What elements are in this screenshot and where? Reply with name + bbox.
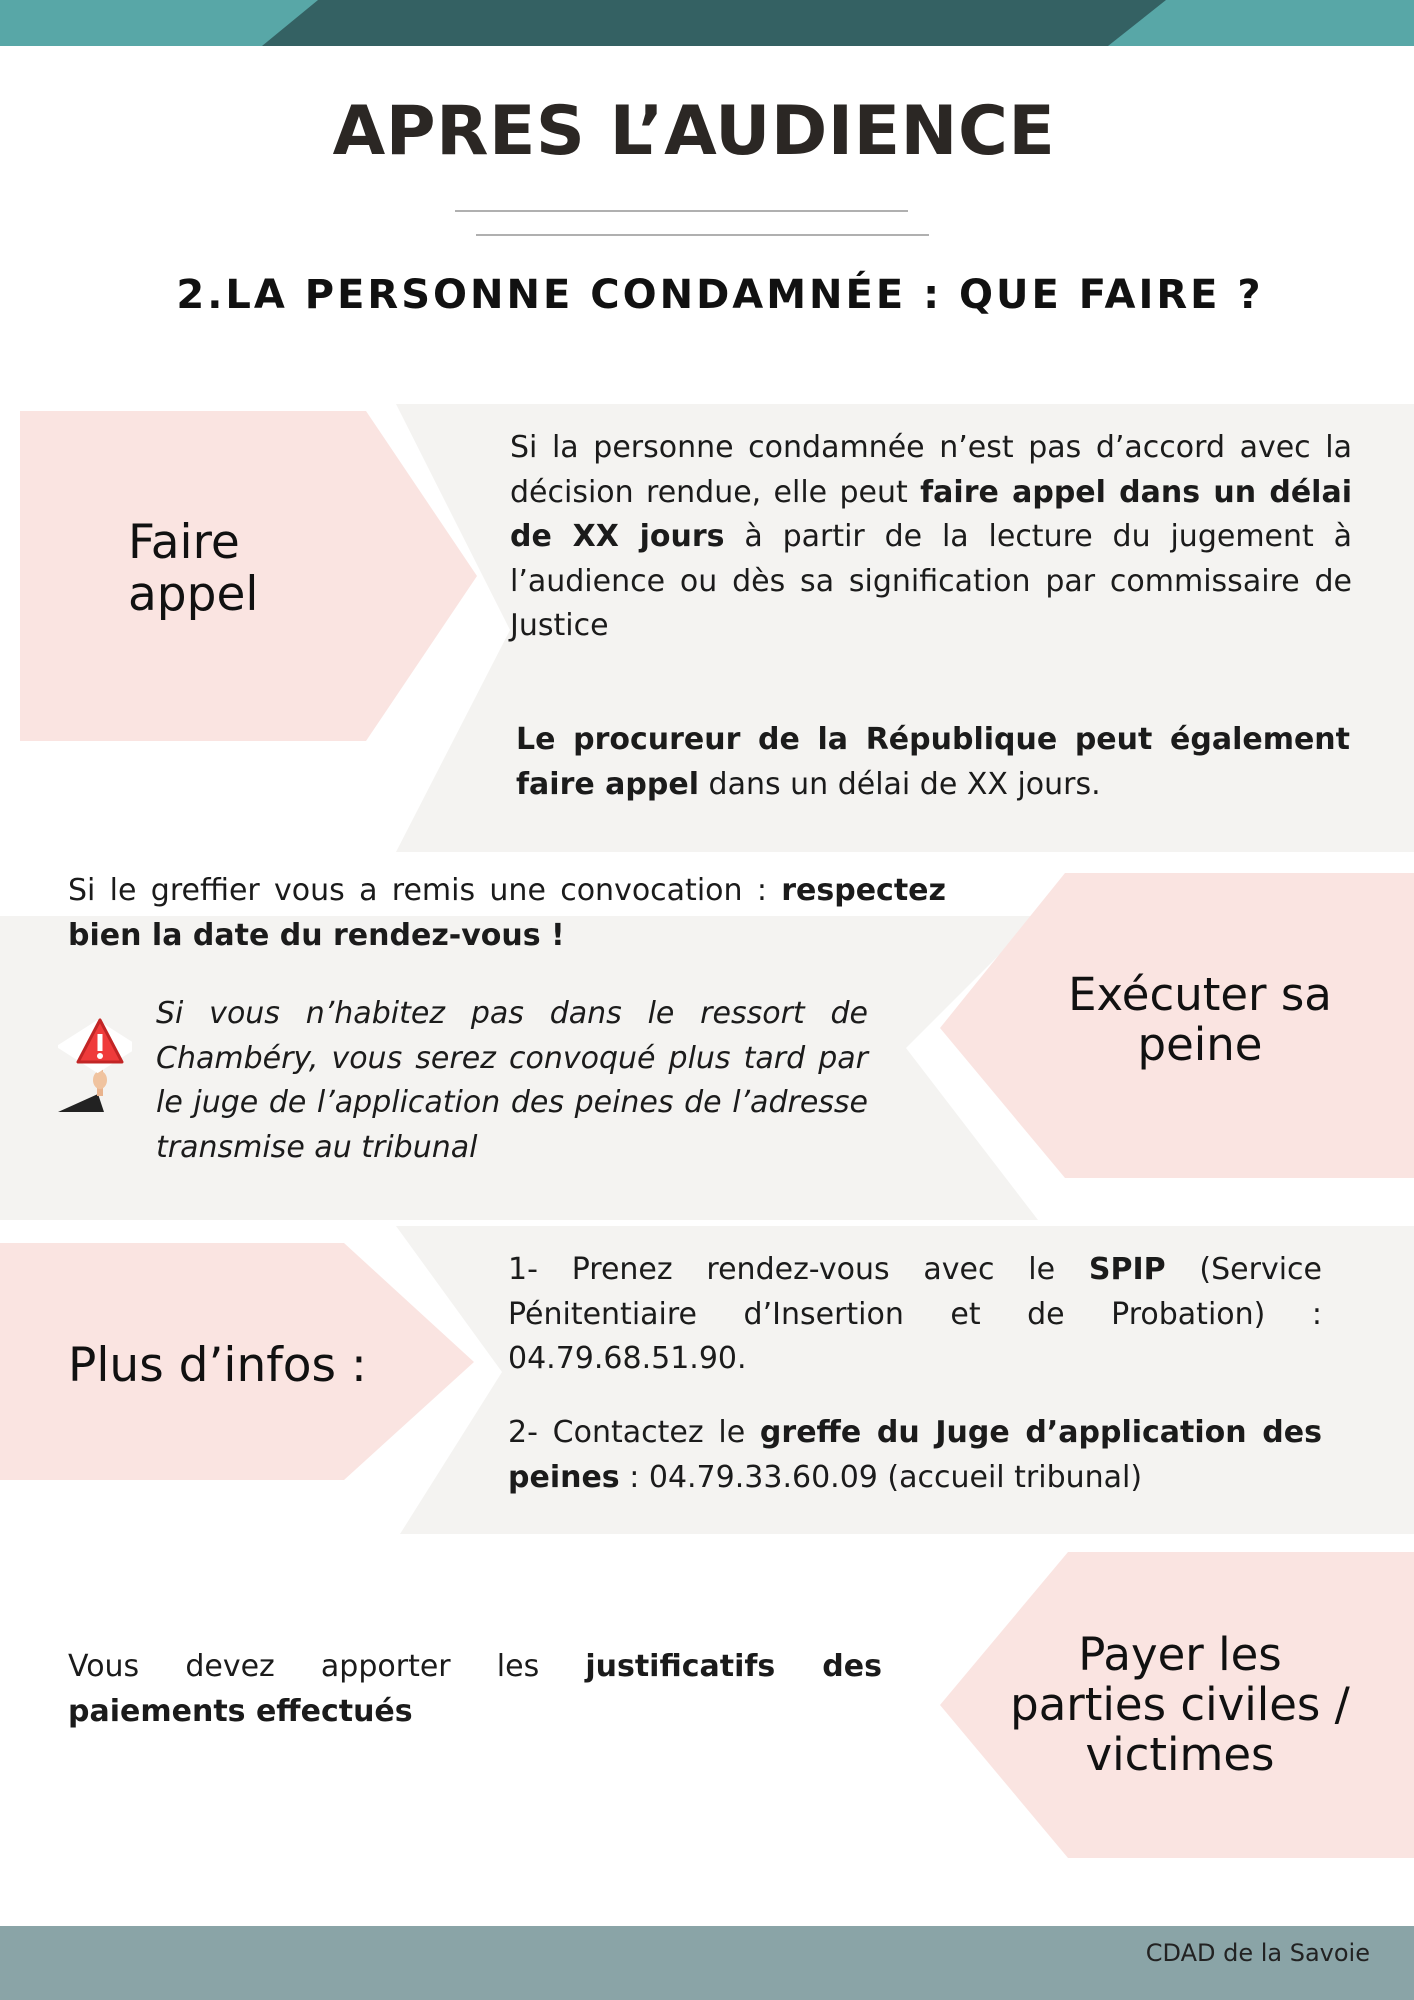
section1-paragraph1: Si la personne condamnée n’est pas d’accord avec la décision rendue, elle peut faire appel dans un délai de XX jours à partir de la lecture du jugement à l’audience ou dès sa signification par commissaire de Justice [510, 430, 1352, 643]
warning-sign-icon [58, 1018, 132, 1114]
top-banner-stripe [262, 0, 1166, 46]
section4-label-line1: Payer les [1078, 1628, 1282, 1681]
page-title: APRES L’AUDIENCE [332, 92, 1056, 171]
page-subtitle: 2.LA PERSONNE CONDAMNÉE : QUE FAIRE ? [176, 272, 1264, 318]
footer-text: CDAD de la Savoie [1145, 1939, 1370, 1967]
section4-label-line3: victimes [1085, 1728, 1275, 1781]
section2-label-line2: peine [1137, 1018, 1263, 1071]
section1-paragraph2: Le procureur de la République peut également faire appel dans un délai de XX jours. [516, 722, 1350, 802]
section3-item1: 1- Prenez rendez-vous avec le SPIP (Service Pénitentiaire d’Insertion et de Probation) : 04.79.68.51.90. [508, 1252, 1322, 1376]
section1-label-line2: appel [128, 567, 259, 622]
section2-paragraph1: Si le greffier vous a remis une convocation : respectez bien la date du rendez-vous ! [68, 873, 946, 953]
section1-label-line1: Faire [128, 515, 240, 570]
section3-label: Plus d’infos : [68, 1338, 367, 1393]
section1-label [128, 517, 258, 621]
section4-paragraph1: Vous devez apporter les justificatifs des paiements effectués [68, 1649, 882, 1729]
section4-label-line2: parties civiles / [1010, 1678, 1350, 1731]
section2-label [1040, 970, 1360, 1070]
section3-item2: 2- Contactez le greffe du Juge d’application des peines : 04.79.33.60.09 (accueil tribunal) [508, 1415, 1322, 1495]
section2-warning-text: Si vous n’habitez pas dans le ressort de Chambéry, vous serez convoqué plus tard par le juge de l’application des peines de l’adresse transmise au tribunal [156, 996, 868, 1165]
section2-label-line1: Exécuter sa [1068, 968, 1332, 1021]
section4-label [1000, 1630, 1360, 1780]
